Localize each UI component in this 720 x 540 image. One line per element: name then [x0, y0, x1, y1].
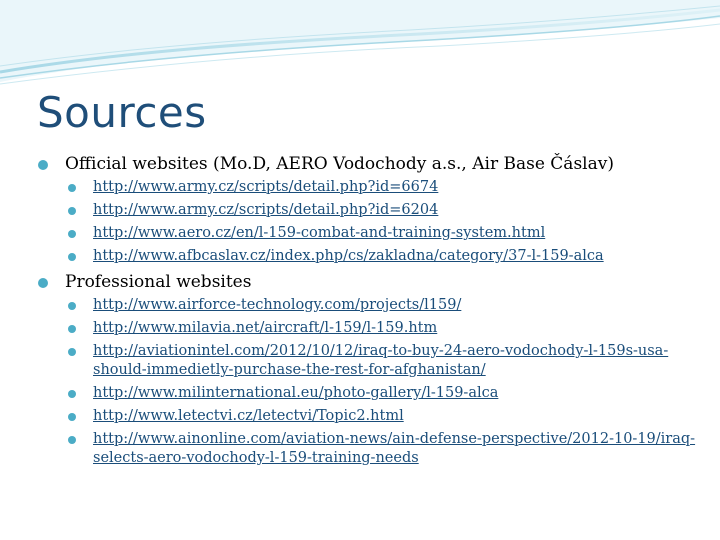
list-item — [66, 247, 698, 266]
source-link[interactable]: http://www.airforce-technology.com/projects/l159/ — [93, 297, 462, 313]
bullet-icon — [68, 390, 76, 398]
bullet-icon — [68, 230, 76, 238]
source-link[interactable]: http://www.aero.cz/en/l-159-combat-and-training-system.html — [93, 225, 546, 241]
section-official — [38, 152, 698, 176]
source-link[interactable]: http://www.milavia.net/aircraft/l-159/l-159.htm — [93, 320, 438, 336]
source-link[interactable]: http://www.milinternational.eu/photo-gallery/l-159-alca — [93, 385, 499, 401]
list-item — [66, 178, 698, 197]
source-link[interactable]: http://www.afbcaslav.cz/index.php/cs/zakladna/category/37-l-159-alca — [93, 248, 604, 264]
list-item — [66, 430, 698, 468]
source-link[interactable]: http://www.army.cz/scripts/detail.php?id=6204 — [93, 202, 439, 218]
bullet-icon — [68, 207, 76, 215]
bullet-icon — [68, 184, 76, 192]
list-item — [66, 201, 698, 220]
slide-title: Sources — [37, 88, 207, 137]
official-links — [38, 178, 698, 266]
list-item — [66, 224, 698, 243]
list-item — [66, 319, 698, 338]
source-link[interactable]: http://aviationintel.com/2012/10/12/iraq-to-buy-24-aero-vodochody-l-159s-usa-should-immedietly-purchase-the-rest-for-afghanistan/ — [93, 343, 669, 378]
list-item — [66, 384, 698, 403]
source-link[interactable]: http://www.ainonline.com/aviation-news/ain-defense-perspective/2012-10-19/iraq-selects-aero-vodochody-l-159-training-needs — [93, 431, 696, 466]
bullet-icon — [68, 325, 76, 333]
bullet-icon — [68, 436, 76, 444]
sources-list — [38, 152, 698, 472]
bullet-icon — [68, 302, 76, 310]
bullet-icon — [68, 348, 76, 356]
professional-links — [38, 296, 698, 468]
section-heading: Professional websites — [65, 272, 252, 292]
bullet-icon — [38, 278, 48, 288]
list-item — [66, 296, 698, 315]
section-heading: Official websites (Mo.D, AERO Vodochody a.s., Air Base Čáslav) — [65, 154, 614, 174]
bullet-icon — [68, 413, 76, 421]
source-link[interactable]: http://www.letectvi.cz/letectvi/Topic2.html — [93, 408, 404, 424]
source-link[interactable]: http://www.army.cz/scripts/detail.php?id=6674 — [93, 179, 439, 195]
list-item — [66, 407, 698, 426]
header-wave-decoration — [0, 0, 720, 90]
section-professional — [38, 270, 698, 294]
list-item — [66, 342, 698, 380]
bullet-icon — [38, 160, 48, 170]
bullet-icon — [68, 253, 76, 261]
